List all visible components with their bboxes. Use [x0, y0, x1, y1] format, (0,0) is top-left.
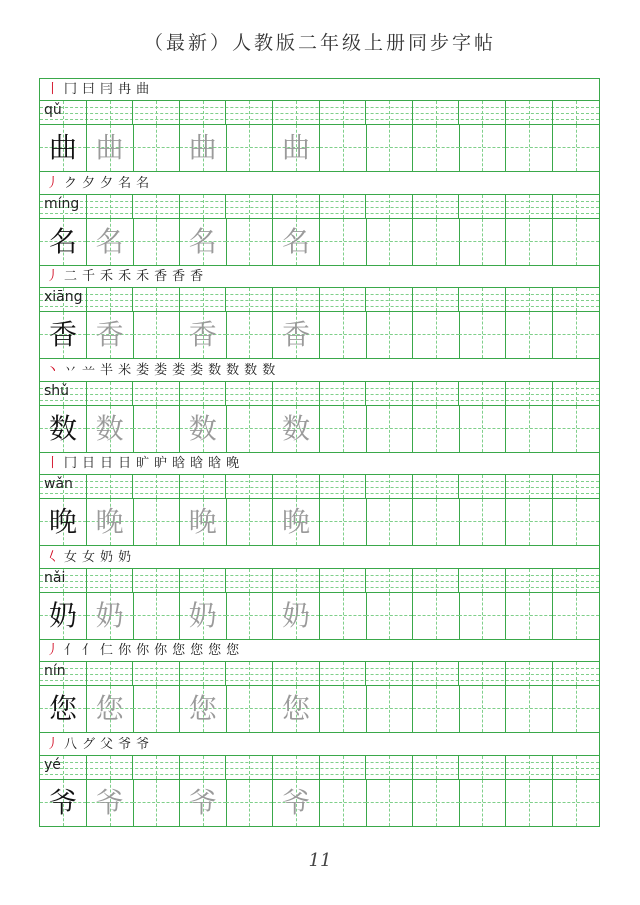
tian-grid-cell[interactable]: [40, 312, 87, 358]
stroke-step: 曰: [82, 82, 96, 97]
tian-grid-cell[interactable]: [180, 686, 227, 732]
trace-character: 数: [281, 411, 310, 445]
tian-grid-cell[interactable]: [320, 125, 367, 171]
stroke-step: 禾: [100, 269, 114, 284]
model-character: 奶: [48, 598, 77, 632]
tian-grid-cell[interactable]: [180, 219, 227, 265]
stroke-step: 你: [118, 643, 132, 658]
stroke-step: 日: [100, 456, 114, 471]
tian-grid-cell[interactable]: [180, 125, 227, 171]
stroke-step: 冂: [64, 456, 78, 471]
stroke-step: 您: [190, 643, 204, 658]
tian-grid-cell[interactable]: [273, 593, 320, 639]
tian-grid-cell[interactable]: [506, 406, 553, 452]
tian-grid-cell[interactable]: [320, 686, 367, 732]
stroke-step: 昈: [154, 456, 168, 471]
tian-grid-cell[interactable]: [320, 312, 367, 358]
trace-character: 香: [188, 318, 217, 351]
tian-grid-cell[interactable]: [459, 780, 506, 826]
stroke-step: 禾: [136, 269, 150, 284]
stroke-step: 香: [154, 269, 168, 284]
stroke-step: 数: [244, 362, 258, 378]
character-row: [40, 312, 599, 359]
trace-character: 奶: [95, 598, 124, 632]
pinyin-label: xiāng: [44, 289, 83, 305]
tian-grid-cell[interactable]: [459, 686, 506, 732]
stroke-order-row: [40, 173, 599, 195]
stroke-step: 䒑: [82, 362, 96, 378]
stroke-step: 数: [208, 362, 222, 378]
stroke-step: 日: [82, 456, 96, 471]
stroke-step: 父: [100, 736, 114, 752]
trace-character: 曲: [188, 131, 217, 164]
tian-grid-cell[interactable]: [273, 499, 320, 545]
pinyin-label: míng: [44, 195, 80, 212]
tian-grid-cell[interactable]: [320, 780, 367, 826]
tian-grid-cell[interactable]: [506, 780, 553, 826]
tian-grid-cell[interactable]: [273, 125, 320, 171]
stroke-step: 女: [64, 549, 78, 565]
tian-grid-cell[interactable]: [40, 499, 87, 545]
tian-grid-cell[interactable]: [226, 406, 273, 452]
page-title: （最新）人教版二年级上册同步字帖: [143, 32, 496, 54]
practice-sheet: [39, 78, 600, 827]
tian-grid-cell[interactable]: [133, 406, 180, 452]
tian-grid-cell[interactable]: [320, 406, 367, 452]
tian-grid-cell[interactable]: [553, 406, 600, 452]
stroke-step: 女: [82, 549, 96, 565]
stroke-step: 丿: [46, 643, 60, 658]
stroke-order-row: [40, 79, 599, 101]
character-row: [40, 406, 599, 453]
tian-grid-cell[interactable]: [413, 125, 460, 171]
tian-grid-cell[interactable]: [180, 593, 227, 639]
stroke-order-row: [40, 547, 599, 569]
tian-grid-cell[interactable]: [226, 593, 273, 639]
tian-grid-cell[interactable]: [133, 219, 180, 265]
stroke-step: 您: [226, 643, 240, 658]
stroke-step: 旷: [136, 456, 150, 471]
trace-character: 晚: [188, 505, 217, 538]
character-row: [40, 125, 599, 172]
tian-grid-cell[interactable]: [40, 593, 87, 639]
stroke-step: 丨: [46, 82, 60, 97]
character-block: [40, 547, 599, 640]
tian-grid-cell[interactable]: [553, 686, 600, 732]
stroke-step: 晗: [208, 456, 222, 471]
stroke-step: 爷: [118, 736, 132, 752]
stroke-step: 冉: [118, 82, 132, 97]
tian-grid-cell[interactable]: [40, 125, 87, 171]
model-character: 您: [48, 692, 77, 725]
trace-character: 数: [188, 411, 217, 445]
tian-grid-cell[interactable]: [226, 686, 273, 732]
stroke-step: 日: [118, 456, 132, 471]
stroke-step: 曲: [136, 82, 150, 97]
trace-character: 名: [188, 224, 217, 258]
pinyin-label: nín: [44, 663, 66, 679]
tian-grid-cell[interactable]: [180, 312, 227, 358]
stroke-step: 晗: [172, 456, 186, 471]
stroke-step: 丷: [64, 362, 78, 378]
tian-grid-cell[interactable]: [413, 312, 460, 358]
tian-grid-cell[interactable]: [553, 593, 600, 639]
pinyin-row: [40, 288, 599, 312]
tian-grid-cell[interactable]: [506, 593, 553, 639]
tian-grid-cell[interactable]: [413, 499, 460, 545]
trace-character: 名: [95, 224, 124, 258]
stroke-step: 𡿨: [46, 549, 60, 565]
pinyin-label: qǔ: [44, 102, 62, 118]
trace-character: 您: [95, 692, 124, 725]
tian-grid-cell[interactable]: [226, 312, 273, 358]
tian-grid-cell[interactable]: [273, 686, 320, 732]
tian-grid-cell[interactable]: [413, 406, 460, 452]
trace-character: 您: [281, 692, 310, 725]
tian-grid-cell[interactable]: [553, 125, 600, 171]
stroke-step: 亻: [82, 643, 96, 658]
stroke-step: 名: [118, 175, 132, 191]
trace-character: 奶: [188, 598, 217, 632]
character-row: [40, 686, 599, 733]
pinyin-label: nǎi: [44, 569, 66, 586]
stroke-step: 爷: [136, 736, 150, 752]
trace-character: 曲: [95, 131, 124, 164]
trace-character: 曲: [281, 131, 310, 164]
pinyin-row: [40, 382, 599, 406]
stroke-step: 奶: [118, 549, 132, 565]
tian-grid-cell[interactable]: [87, 219, 134, 265]
stroke-step: 您: [172, 643, 186, 658]
stroke-step: 奶: [100, 549, 114, 565]
tian-grid-cell[interactable]: [273, 312, 320, 358]
tian-grid-cell[interactable]: [553, 219, 600, 265]
tian-grid-cell[interactable]: [87, 499, 134, 545]
trace-character: 您: [188, 692, 217, 725]
tian-grid-cell[interactable]: [87, 312, 134, 358]
stroke-step: 冃: [100, 82, 114, 97]
stroke-step: 丶: [46, 362, 60, 378]
tian-grid-cell[interactable]: [133, 499, 180, 545]
tian-grid-cell[interactable]: [273, 406, 320, 452]
tian-grid-cell[interactable]: [459, 406, 506, 452]
stroke-step: 丿: [46, 175, 60, 191]
stroke-step: 娄: [136, 362, 150, 378]
tian-grid-cell[interactable]: [133, 593, 180, 639]
page-number: 11: [308, 850, 332, 871]
stroke-step: 晗: [190, 456, 204, 471]
stroke-step: 数: [226, 362, 240, 378]
character-block: [40, 640, 599, 733]
stroke-order-row: [40, 640, 599, 662]
tian-grid-cell[interactable]: [553, 312, 600, 358]
trace-character: 晚: [281, 505, 310, 538]
tian-grid-cell[interactable]: [226, 125, 273, 171]
tian-grid-cell[interactable]: [87, 780, 134, 826]
tian-grid-cell[interactable]: [413, 686, 460, 732]
tian-grid-cell[interactable]: [506, 219, 553, 265]
tian-grid-cell[interactable]: [366, 499, 413, 545]
tian-grid-cell[interactable]: [506, 499, 553, 545]
trace-character: 爷: [281, 785, 310, 819]
stroke-step: 米: [118, 362, 132, 378]
tian-grid-cell[interactable]: [506, 125, 553, 171]
stroke-step: 娄: [154, 362, 168, 378]
pinyin-row: [40, 195, 599, 219]
tian-grid-cell[interactable]: [273, 780, 320, 826]
tian-grid-cell[interactable]: [413, 780, 460, 826]
stroke-step: 亻: [64, 643, 78, 658]
pinyin-label: yé: [44, 756, 61, 773]
tian-grid-cell[interactable]: [506, 686, 553, 732]
tian-grid-cell[interactable]: [553, 499, 600, 545]
model-character: 数: [48, 411, 77, 445]
stroke-step: 二: [64, 269, 78, 284]
tian-grid-cell[interactable]: [459, 219, 506, 265]
trace-character: 香: [95, 318, 124, 351]
tian-grid-cell[interactable]: [226, 499, 273, 545]
tian-grid-cell[interactable]: [87, 593, 134, 639]
tian-grid-cell[interactable]: [413, 593, 460, 639]
tian-grid-cell[interactable]: [506, 312, 553, 358]
stroke-step: 冂: [64, 82, 78, 97]
character-row: [40, 780, 599, 827]
character-block: [40, 79, 599, 172]
model-character: 爷: [48, 785, 77, 819]
tian-grid-cell[interactable]: [40, 406, 87, 452]
trace-character: 数: [95, 411, 124, 445]
tian-grid-cell[interactable]: [226, 219, 273, 265]
character-row: [40, 499, 599, 546]
stroke-step: 丿: [46, 736, 60, 752]
tian-grid-cell[interactable]: [320, 593, 367, 639]
tian-grid-cell[interactable]: [366, 406, 413, 452]
stroke-step: 夕: [100, 175, 114, 191]
trace-character: 奶: [281, 598, 310, 632]
pinyin-row: [40, 569, 599, 593]
tian-grid-cell[interactable]: [366, 780, 413, 826]
stroke-order-row: [40, 360, 599, 382]
tian-grid-cell[interactable]: [459, 312, 506, 358]
character-block: [40, 360, 599, 453]
tian-grid-cell[interactable]: [133, 686, 180, 732]
tian-grid-cell[interactable]: [320, 219, 367, 265]
stroke-step: 夕: [82, 175, 96, 191]
stroke-step: グ: [82, 736, 96, 752]
stroke-step: 仁: [100, 643, 114, 658]
stroke-step: 晚: [226, 456, 240, 471]
stroke-step: 娄: [172, 362, 186, 378]
trace-character: 香: [281, 318, 310, 351]
tian-grid-cell[interactable]: [40, 780, 87, 826]
trace-character: 爷: [188, 785, 217, 819]
character-block: [40, 734, 599, 827]
tian-grid-cell[interactable]: [413, 219, 460, 265]
trace-character: 晚: [95, 505, 124, 538]
trace-character: 名: [281, 224, 310, 258]
character-row: [40, 593, 599, 640]
stroke-order-row: [40, 266, 599, 288]
tian-grid-cell[interactable]: [320, 499, 367, 545]
stroke-step: 娄: [190, 362, 204, 378]
stroke-order-row: [40, 734, 599, 756]
stroke-step: 数: [262, 362, 276, 378]
pinyin-row: [40, 475, 599, 499]
character-block: [40, 453, 599, 546]
tian-grid-cell[interactable]: [366, 593, 413, 639]
model-character: 名: [48, 224, 77, 258]
stroke-step: 名: [136, 175, 150, 191]
tian-grid-cell[interactable]: [180, 780, 227, 826]
pinyin-row: [40, 662, 599, 686]
tian-grid-cell[interactable]: [366, 219, 413, 265]
tian-grid-cell[interactable]: [459, 499, 506, 545]
tian-grid-cell[interactable]: [366, 312, 413, 358]
tian-grid-cell[interactable]: [226, 780, 273, 826]
tian-grid-cell[interactable]: [180, 406, 227, 452]
character-block: [40, 173, 599, 266]
stroke-step: 丨: [46, 456, 60, 471]
model-character: 曲: [48, 131, 77, 164]
stroke-step: 八: [64, 736, 78, 752]
character-block: [40, 266, 599, 359]
tian-grid-cell[interactable]: [273, 219, 320, 265]
stroke-step: 丿: [46, 269, 60, 284]
pinyin-row: [40, 101, 599, 125]
trace-character: 爷: [95, 785, 124, 819]
stroke-step: 香: [190, 269, 204, 284]
pinyin-label: wǎn: [44, 476, 73, 492]
tian-grid-cell[interactable]: [133, 780, 180, 826]
tian-grid-cell[interactable]: [133, 125, 180, 171]
model-character: 晚: [48, 505, 77, 538]
stroke-step: 禾: [118, 269, 132, 284]
stroke-step: 香: [172, 269, 186, 284]
stroke-step: 你: [136, 643, 150, 658]
tian-grid-cell[interactable]: [459, 125, 506, 171]
model-character: 香: [48, 318, 77, 351]
stroke-step: 你: [154, 643, 168, 658]
tian-grid-cell[interactable]: [40, 219, 87, 265]
pinyin-row: [40, 756, 599, 780]
tian-grid-cell[interactable]: [40, 686, 87, 732]
tian-grid-cell[interactable]: [459, 593, 506, 639]
character-row: [40, 219, 599, 266]
tian-grid-cell[interactable]: [366, 686, 413, 732]
stroke-step: 千: [82, 269, 96, 284]
tian-grid-cell[interactable]: [553, 780, 600, 826]
tian-grid-cell[interactable]: [87, 125, 134, 171]
stroke-step: 半: [100, 362, 114, 378]
tian-grid-cell[interactable]: [87, 406, 134, 452]
tian-grid-cell[interactable]: [87, 686, 134, 732]
stroke-step: 您: [208, 643, 222, 658]
pinyin-label: shǔ: [44, 382, 70, 399]
tian-grid-cell[interactable]: [180, 499, 227, 545]
tian-grid-cell[interactable]: [366, 125, 413, 171]
stroke-step: ク: [64, 175, 78, 191]
tian-grid-cell[interactable]: [133, 312, 180, 358]
stroke-order-row: [40, 453, 599, 475]
